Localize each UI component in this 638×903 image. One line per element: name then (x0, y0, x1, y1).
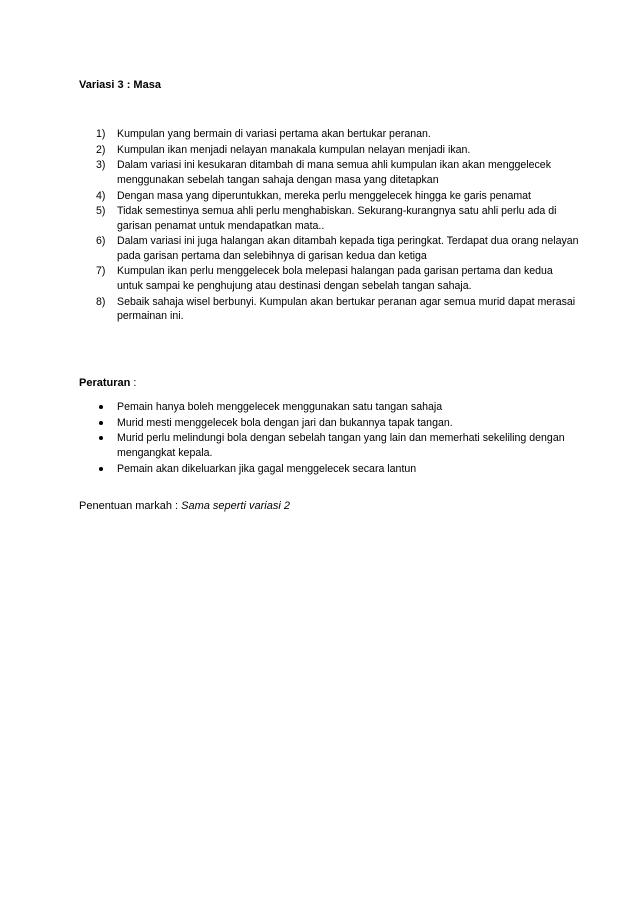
section-heading: Variasi 3 : Masa (79, 79, 161, 91)
item-text: Dalam variasi ini juga halangan akan ditambah kepada tiga peringkat. Terdapat dua orang nelayan pada garisan pertama dan selebihnya di garisan kedua dan ketiga (117, 235, 579, 262)
markah-label: Penentuan markah : (79, 500, 182, 512)
list-item (79, 189, 579, 203)
bullet-icon (99, 405, 103, 409)
list-item (79, 158, 579, 187)
item-number: 5) (96, 205, 106, 218)
bullet-icon (99, 436, 103, 440)
list-item (79, 416, 579, 430)
peraturan-colon: : (130, 377, 137, 389)
list-item (79, 143, 579, 157)
item-text: Kumpulan yang bermain di variasi pertama akan bertukar peranan. (117, 128, 431, 140)
list-item (79, 462, 579, 476)
list-item (79, 400, 579, 414)
item-text: Murid mesti menggelecek bola dengan jari dan bukannya tapak tangan. (117, 416, 453, 429)
item-text: Pemain akan dikeluarkan jika gagal menggelecek secara lantun (117, 462, 417, 475)
list-item (79, 264, 579, 293)
item-number: 4) (96, 189, 106, 202)
item-text: Murid perlu melindungi bola dengan sebelah tangan yang lain dan memerhati sekeliling dengan mengangkat kepala. (117, 432, 565, 459)
peraturan-label: Peraturan (79, 377, 131, 389)
item-number: 2) (96, 143, 106, 156)
item-text: Kumpulan ikan perlu menggelecek bola melepasi halangan pada garisan pertama dan kedua untuk sampai ke penghujung atau destinasi dengan sebelah tangan sahaja. (117, 265, 553, 292)
item-number: 3) (96, 159, 106, 172)
item-number: 7) (96, 265, 106, 278)
markah-value: Sama seperti variasi 2 (181, 500, 290, 512)
bullet-icon (99, 467, 103, 471)
item-number: 6) (96, 235, 106, 248)
item-number: 1) (96, 128, 106, 140)
markah-line (79, 499, 290, 513)
list-item (79, 234, 579, 263)
list-item (79, 204, 579, 233)
item-text: Dengan masa yang diperuntukkan, mereka perlu menggelecek hingga ke garis penamat (117, 189, 531, 202)
list-item (79, 295, 579, 324)
rules-list (79, 400, 579, 477)
bullet-icon (99, 421, 103, 425)
item-text: Kumpulan ikan menjadi nelayan manakala kumpulan nelayan menjadi ikan. (117, 143, 471, 156)
item-text: Sebaik sahaja wisel berbunyi. Kumpulan akan bertukar peranan agar semua murid dapat merasai permainan ini. (117, 295, 576, 322)
item-number: 8) (96, 295, 106, 308)
list-item (79, 431, 579, 460)
item-text: Tidak semestinya semua ahli perlu menghabiskan. Sekurang-kurangnya satu ahli perlu ada di garisan penamat untuk mendapatkan mata.. (117, 205, 557, 232)
list-item (79, 127, 579, 141)
item-text: Pemain hanya boleh menggelecek menggunakan satu tangan sahaja (117, 401, 443, 413)
item-text: Dalam variasi ini kesukaran ditambah di mana semua ahli kumpulan ikan akan menggelecek menggunakan sebelah tangan sahaja dengan masa yang ditetapkan (117, 159, 551, 186)
peraturan-heading (79, 376, 136, 390)
numbered-list (79, 127, 579, 325)
